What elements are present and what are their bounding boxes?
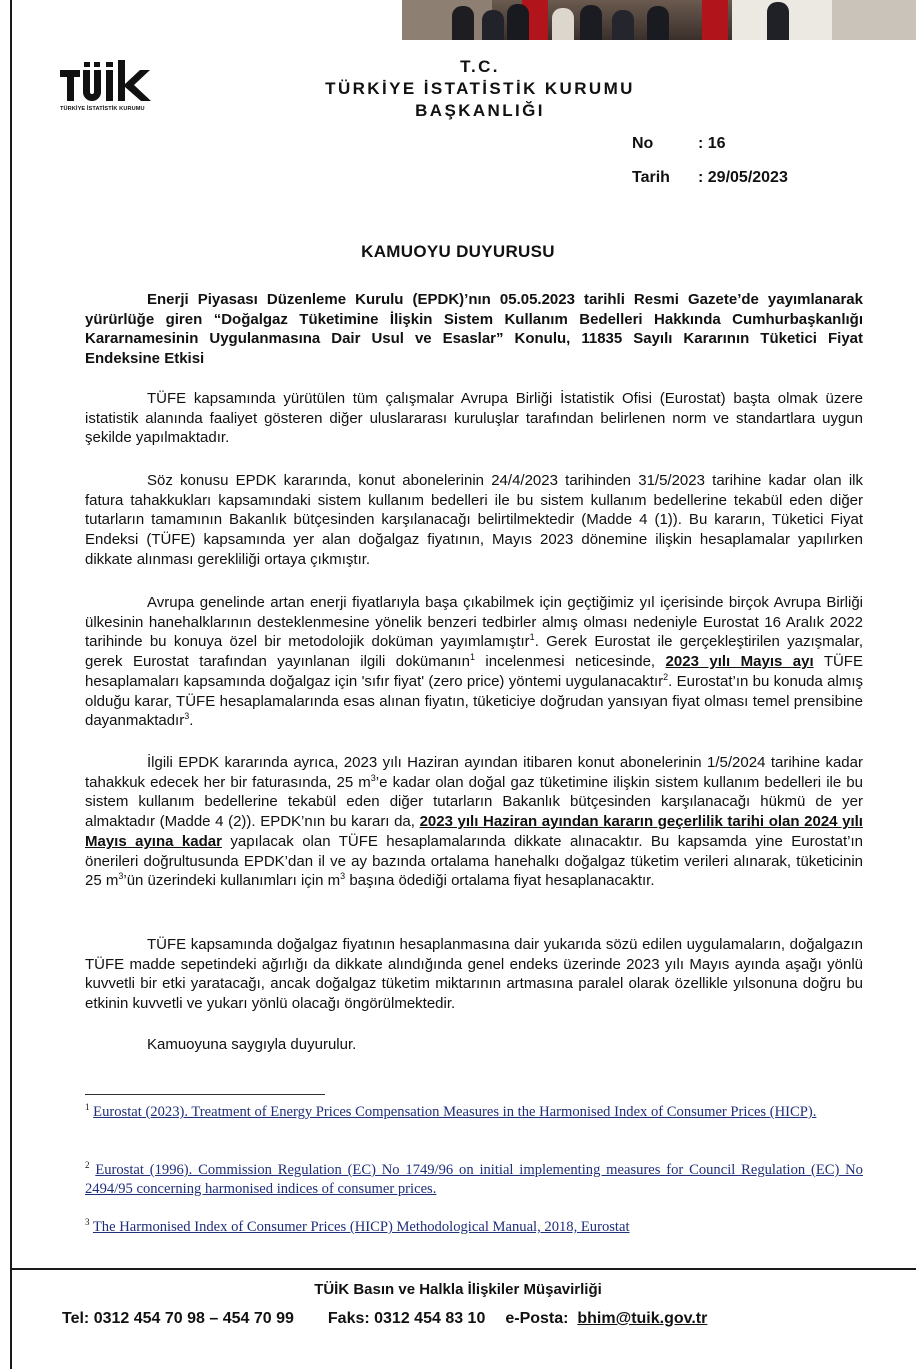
emphasis-text: 2023 yılı Mayıs ayı xyxy=(665,653,814,671)
paragraph-2 xyxy=(85,471,863,570)
text-run: Avrupa genelinde artan enerji fiyatlarıyla başa çıkabilmek için geçtiğimiz yıl içerisinde birçok Avrupa Birliği ülkesinin hanehalklarının desteklenmesine yönelik benzeri tedbirler almış olması nedeniyle Eurostat 16 Aralık 2022 tarihinde bu konuya özel bir metodolojik doküman yayımlamıştır xyxy=(85,594,863,651)
tuik-logo xyxy=(60,60,155,112)
footnote-number: 1 xyxy=(85,1102,90,1113)
flag-image xyxy=(702,0,728,40)
footer-separator xyxy=(10,1268,916,1270)
person-figure xyxy=(612,10,634,40)
person-figure xyxy=(507,4,529,40)
announcement-title: KAMUOYU DUYURUSU xyxy=(361,242,555,261)
header-line-institution: TÜRKİYE İSTATİSTİK KURUMU xyxy=(325,79,635,98)
subject-paragraph xyxy=(85,290,863,369)
tuik-logo-mark xyxy=(60,60,152,104)
footnote-link[interactable]: The Harmonised Index of Consumer Prices (HICP) Methodological Manual, 2018, Eurostat xyxy=(92,1219,630,1235)
text-run: TÜFE hesaplamaları kapsamında doğalgaz için 'sıfır fiyat' (zero price) yöntemi uygulanacaktır xyxy=(85,653,863,690)
header-photo-strip xyxy=(402,0,916,40)
footnote-ref: 3 xyxy=(184,711,190,722)
person-figure xyxy=(482,10,504,40)
person-figure xyxy=(580,5,602,40)
text-run: . xyxy=(189,712,194,730)
footnote-separator xyxy=(85,1094,325,1095)
photo-panel xyxy=(402,0,492,40)
paragraph-text: Söz konusu EPDK kararında, konut abonelerinin 24/4/2023 tarihinden 31/5/2023 tarihine kadar olan ilk fatura tahakkukları kapsamındaki sistem kullanım bedelleri ile bu sistem kullanım bedellerine tekabül eden diğer tutarların tamamının Bakanlık bütçesinden karşılanacağı belirtilmektedir (Madde 4 (1)). Bu kararın, Tüketici Fiyat Endeksi (TÜFE) kapsamında yer alan doğalgaz fiyatının, Mayıs 2023 dönemine ilişkin hesaplamalar yapılırken dikkate alınması gerekliliği ortaya çıkmıştır. xyxy=(85,472,863,568)
person-figure xyxy=(767,2,789,40)
text-run: . Eurostat’ın bu konuda almış olduğu karar, TÜFE hesaplamalarında esas alınan fiyatın, tüketiciye doğrudan yansıyan fiyat olması temel prensibine dayanmaktadır xyxy=(85,672,863,730)
emphasis-text: 2023 yılı Haziran ayından kararın geçerlilik tarihi olan 2024 yılı Mayıs ayına kadar xyxy=(85,813,863,850)
paragraph-text: TÜFE kapsamında doğalgaz fiyatının hesaplanmasına dair yukarıda sözü edilen uygulamaların, doğalgazın TÜFE madde sepetindeki ağırlığı da dikkate alındığında genel endeks üzerinde 2023 yılı Mayıs ayında aşağı yönlü kuvvetli bir etki yaratacağı, ancak doğalgaz tüketim miktarının artmasına paralel olarak özellikle yılsonuna doğru bu etkinin kuvvetli ve yukarı yönlü olacağı öngörülmektedir. xyxy=(85,936,863,1013)
paragraph-text xyxy=(85,593,863,731)
paragraph-text: TÜFE kapsamında yürütülen tüm çalışmalar Avrupa Birliği İstatistik Ofisi (Eurostat) başta olmak üzere istatistik alanında faaliyet gösteren diğer uluslararası kuruluşlar tarafından belirlenen norm ve standartlara uygun şekilde yapılmaktadır. xyxy=(85,390,863,447)
footnote-3 xyxy=(85,1218,863,1237)
date-label: Tarih xyxy=(632,169,670,186)
text-run: ’e kadar olan doğal gaz tüketimine ilişkin sistem kullanım bedelleri ile bu sistem kullanım bedellerine tekabül eden diğer tutarların Bakanlık bütçesinden karşılanacağı hükmü de yer almaktadır (Madde 4 (2)). EPDK’nın bu kararı da, xyxy=(85,773,863,831)
closing-text: Kamuoyuna saygıyla duyurulur. xyxy=(147,1036,357,1053)
paragraph-1 xyxy=(85,389,863,448)
institution-header xyxy=(300,56,660,122)
footnote-link[interactable]: Eurostat (2023). Treatment of Energy Prices Compensation Measures in the Harmonised Index of Consumer Prices (HICP). xyxy=(93,1104,817,1120)
footer-title: TÜİK Basın ve Halkla İlişkiler Müşavirliği xyxy=(314,1281,602,1298)
number-label: No xyxy=(632,135,654,152)
fax-number: Faks: 0312 454 83 10 xyxy=(327,1310,486,1327)
footnote-ref: 2 xyxy=(663,671,669,682)
text-run: yapılacak olan TÜFE hesaplamalarında dikkate alınacaktır. Bu kapsamda yine Eurostat’ın önerileri doğrultusunda EPDK’dan il ve ay bazında ortalama hanehalkı doğalgaz tüketim verileri alınarak, tüketicinin 25 m xyxy=(85,832,863,890)
footnote-1 xyxy=(85,1103,863,1122)
paragraph-4 xyxy=(85,753,863,891)
header-line-presidency: BAŞKANLIĞI xyxy=(415,101,545,120)
document-date xyxy=(632,169,788,187)
person-figure xyxy=(452,6,474,40)
footnote-link[interactable]: Eurostat (1996). Commission Regulation (EC) No 1749/96 on initial implementing measures for Council Regulation (EC) No 2494/95 concerning harmonised indices of consumer prices. xyxy=(85,1162,863,1197)
subject-text: Enerji Piyasası Düzenleme Kurulu (EPDK)’nın 05.05.2023 tarihli Resmi Gazete’de yayımlanarak yürürlüğe giren “Doğalgaz Tüketimine İlişkin Sistem Kullanım Bedelleri Hakkında Cumhurbaşkanlığı Kararnamesinin Uygulanmasına Dair Usul ve Esaslar” Konulu, 11835 Sayılı Kararının Tüketici Fiyat Endeksine Etkisi xyxy=(85,291,863,368)
footnote-number: 3 xyxy=(85,1217,90,1228)
superscript: 3 xyxy=(340,871,346,882)
text-run: başına ödediği ortalama fiyat hesaplanacaktır. xyxy=(345,872,655,890)
left-page-border xyxy=(10,0,12,1369)
phone-numbers: Tel: 0312 454 70 98 – 454 70 99 xyxy=(62,1310,294,1327)
paragraph-text xyxy=(85,753,863,891)
footnote-ref: 1 xyxy=(529,632,535,643)
email-link[interactable]: bhim@tuik.gov.tr xyxy=(577,1310,708,1327)
text-run: ’ün üzerindeki kullanımları için m xyxy=(123,872,341,890)
person-figure xyxy=(552,8,574,40)
superscript: 3 xyxy=(118,871,124,882)
paragraph-3 xyxy=(85,593,863,731)
footer-contact xyxy=(62,1310,707,1328)
footnote-2 xyxy=(85,1161,863,1199)
text-run: incelenmesi neticesinde, xyxy=(474,653,666,671)
email-label: e-Posta: xyxy=(505,1310,569,1327)
number-value: : 16 xyxy=(698,135,726,152)
document-number xyxy=(632,135,726,153)
footnote-number: 2 xyxy=(85,1160,90,1171)
text-run: . Gerek Eurostat ile gerçekleştirilen yazışmalar, gerek Eurostat tarafından yayınlanan ilgili dokümanın xyxy=(85,633,863,671)
date-value: : 29/05/2023 xyxy=(698,169,788,186)
footnote-ref: 1 xyxy=(469,652,475,663)
paragraph-5 xyxy=(85,935,863,1014)
header-line-tc: T.C. xyxy=(460,57,500,76)
superscript: 3 xyxy=(370,772,376,783)
closing-line xyxy=(85,1035,863,1055)
person-figure xyxy=(647,6,669,40)
photo-panel xyxy=(832,0,916,40)
text-run: İlgili EPDK kararında ayrıca, 2023 yılı Haziran ayından itibaren konut abonelerinin 1/5/2024 tarihine kadar tahakkuk edecek her bir faturasında, 25 m xyxy=(85,754,863,791)
logo-tagline: TÜRKİYE İSTATİSTİK KURUMU xyxy=(60,106,145,112)
